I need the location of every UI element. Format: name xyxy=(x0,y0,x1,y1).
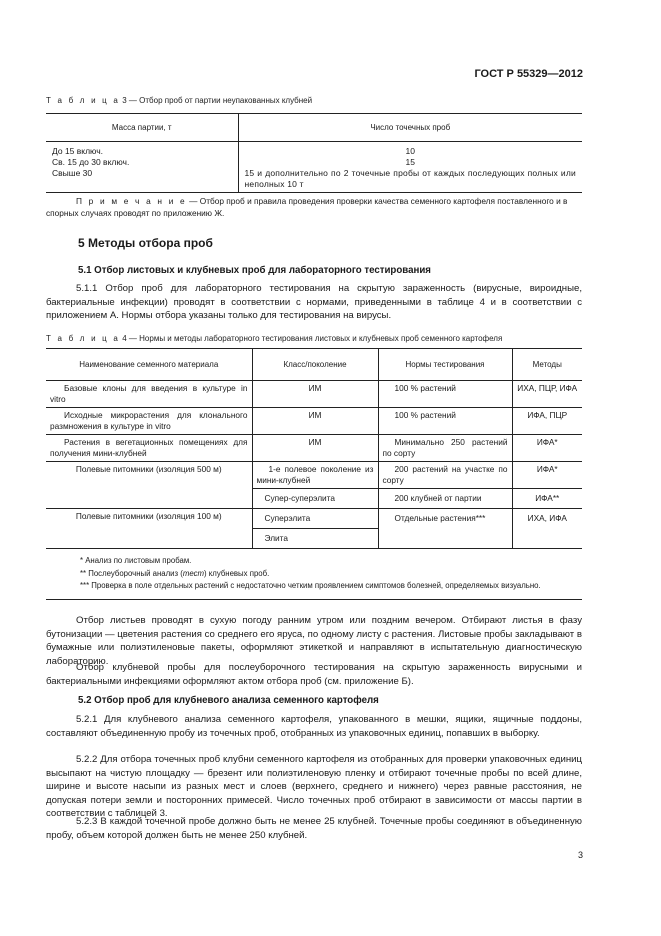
table4-footnotes-cell xyxy=(46,549,582,600)
page-number: 3 xyxy=(577,850,583,860)
table4-row-6-method: ИХА, ИФА xyxy=(512,509,582,549)
table4-row-4-class: 1-е полевое поколение из мини-клубней xyxy=(252,462,378,489)
note-label: П р и м е ч а н и е xyxy=(76,196,187,206)
table3-row-1-count: 10 xyxy=(405,146,415,156)
table4-row-2-norm: 100 % растений xyxy=(378,408,512,435)
table-row xyxy=(46,462,582,489)
table4-row-7-class: Элита xyxy=(252,529,378,549)
table4-header-method: Методы xyxy=(512,349,582,381)
table3 xyxy=(46,113,582,193)
table4-footnotes xyxy=(46,549,582,600)
table4-header-class: Класс/поколение xyxy=(252,349,378,381)
table4-row-6-class: Суперэлита xyxy=(252,509,378,529)
table4-row-1-material: Базовые клоны для введения в культуре in vitro xyxy=(46,381,252,408)
table4-caption-label: Т а б л и ц а xyxy=(46,334,121,343)
table3-header-count: Число точечных проб xyxy=(238,114,582,142)
paragraph-5-1-1: 5.1.1 Отбор проб для лабораторного тестирования на скрытую зараженность (вирусные, вироидные, бактериальные инфекции) проводят в соответствии с нормами, приведенными в таблице 4 и в соответствии с приложением А. Нормы отбора указаны только для тестирования на вирусы. xyxy=(46,283,582,321)
section-5-1-heading: 5.1 Отбор листовых и клубневых проб для лабораторного тестирования xyxy=(78,265,431,276)
table-row xyxy=(46,509,582,529)
paragraph-5-2-2: 5.2.2 Для отбора точечных проб клубни семенного картофеля из отобранных для проверки упаковочных единиц высыпают на чистую площадку — брезент или полиэтиленовую пленку и отбирают точечные пробы по всей длине, ширине и высоте насыпи из разных мест и слоев (верхнего, среднего и нижнего) через равные расстояния, не допуская потери земли и посторонних примесей. Число точечных проб отбирают в зависимости от массы партии в соответствии с таблицей 3. xyxy=(46,754,582,819)
document-code: ГОСТ Р 55329—2012 xyxy=(474,68,583,80)
paragraph-tuber: Отбор клубневой пробы для послеуборочного тестирования на скрытую зараженность вирусными и бактериальными инфекциями оформляют актом отбора проб (см. приложение Б). xyxy=(46,662,582,687)
table4-row-1-method: ИХА, ПЦР, ИФА xyxy=(512,381,582,408)
table4-row-5-method: ИФА** xyxy=(512,489,582,509)
table4-row-1-norm: 100 % растений xyxy=(378,381,512,408)
table3-caption-label: Т а б л и ц а xyxy=(46,96,121,105)
footnote-2-post: ) клубневых проб. xyxy=(204,568,270,578)
section-5-heading: 5 Методы отбора проб xyxy=(78,236,213,250)
table3-row-3-mass: Свыше 30 xyxy=(52,168,93,178)
table4-header-norm: Нормы тестирования xyxy=(378,349,512,381)
table4-row-3-class: ИМ xyxy=(252,435,378,462)
table3-row-3-count: 15 и дополнительно по 2 точечные пробы от каждых последующих полных или неполных 10 т xyxy=(244,168,576,189)
footnote-3: *** Проверка в поле отдельных растений с недостаточно четким проявлением симптомов болезней, определяемых визуально. xyxy=(80,581,541,590)
table4-row-6-material: Полевые питомники (изоляция 100 м) xyxy=(46,509,252,549)
table-row xyxy=(46,381,582,408)
table4-header-material: Наименование семенного материала xyxy=(46,349,252,381)
table4-row-3-material: Растения в вегетационных помещениях для получения мини-клубней xyxy=(46,435,252,462)
table3-row-1-mass: До 15 включ. xyxy=(52,146,104,156)
table4-row-2-material: Исходные микрорастения для клонального размножения в культуре in vitro xyxy=(46,408,252,435)
table4-caption xyxy=(46,334,502,343)
table3-header-mass: Масса партии, т xyxy=(46,114,238,142)
footnote-2-pre: ** Послеуборочный анализ ( xyxy=(80,568,183,578)
table4-row-4-method: ИФА* xyxy=(512,462,582,489)
footnote-2 xyxy=(80,568,578,581)
section-5-2-heading: 5.2 Отбор проб для клубневого анализа семенного картофеля xyxy=(78,695,379,706)
table4-caption-text: 4 — Нормы и методы лабораторного тестирования листовых и клубневых проб семенного картофеля xyxy=(120,334,503,343)
table4-row-4-norm: 200 растений на участке по сорту xyxy=(378,462,512,489)
table-row xyxy=(46,435,582,462)
note-text: — Отбор проб и правила проведения проверки качества семенного картофеля поставленного и в спорных случаях проводят по приложению Ж. xyxy=(46,196,568,218)
table3-row-2-count: 15 xyxy=(405,157,415,167)
table4 xyxy=(46,348,582,600)
paragraph-5-2-3: 5.2.3 В каждой точечной пробе должно быть не менее 25 клубней. Точечные пробы соединяют в объединенную пробу, объем которой должен быть не менее 250 клубней. xyxy=(46,816,582,841)
table3-count-cell xyxy=(238,142,582,193)
table4-row-1-class: ИМ xyxy=(252,381,378,408)
table4-row-5-class: Супер-суперэлита xyxy=(252,489,378,509)
table3-note xyxy=(46,195,582,219)
table3-mass-cell xyxy=(46,142,238,193)
table3-row-2-mass: Св. 15 до 30 включ. xyxy=(52,157,130,167)
table4-row-2-method: ИФА, ПЦР xyxy=(512,408,582,435)
table4-row-4-material: Полевые питомники (изоляция 500 м) xyxy=(46,462,252,509)
table3-caption xyxy=(46,96,312,105)
table-row xyxy=(46,408,582,435)
table4-row-6-norm: Отдельные растения*** xyxy=(378,509,512,549)
table4-row-5-norm: 200 клубней от партии xyxy=(378,489,512,509)
paragraph-5-2-1: 5.2.1 Для клубневого анализа семенного картофеля, упакованного в мешки, ящики, ящичные поддоны, составляют объединенную пробу из точечных проб, отобранных из упаковочных единиц, попавших в выборку. xyxy=(46,714,582,739)
paragraph-leaves: Отбор листьев проводят в сухую погоду ранним утром или поздним вечером. Отбирают листья в фазу бутонизации — цветения растения со среднего его яруса, по одному листу с растения. Листовые пробы закладывают в бумажные или полиэтиленовые пакеты, оформляют этикеткой и направляют в испытательную диагностическую лабораторию. xyxy=(46,615,582,667)
table3-caption-text: 3 — Отбор проб от партии неупакованных клубней xyxy=(120,96,313,105)
table4-row-3-norm: Минимально 250 растений по сорту xyxy=(378,435,512,462)
table4-row-3-method: ИФА* xyxy=(512,435,582,462)
table4-row-2-class: ИМ xyxy=(252,408,378,435)
footnote-2-em: тест xyxy=(182,568,205,578)
footnote-1: * Анализ по листовым пробам. xyxy=(80,556,192,565)
